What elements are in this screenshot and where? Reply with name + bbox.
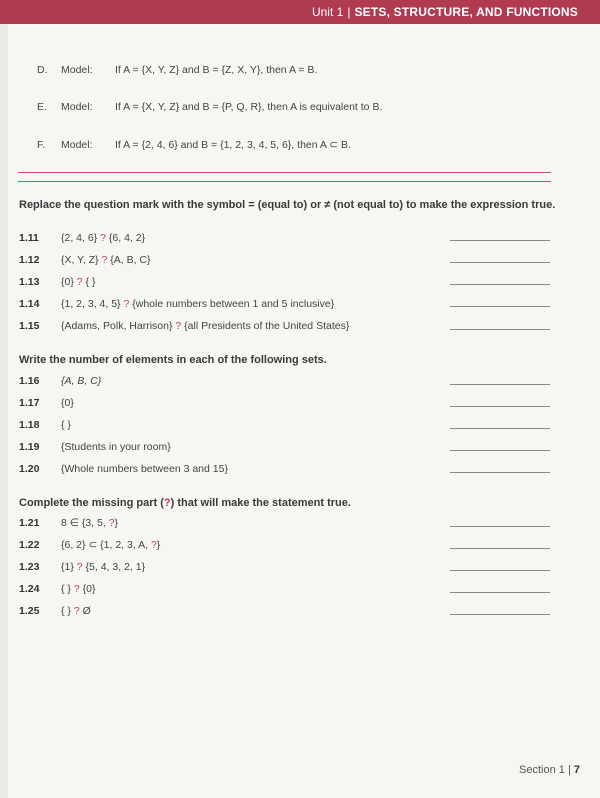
question-mark: ? bbox=[73, 583, 80, 595]
exercise-number: 1.17 bbox=[19, 397, 40, 409]
exercise-number: 1.25 bbox=[19, 605, 40, 617]
left-set: {0} bbox=[61, 276, 74, 288]
instruction-question-mark: ? bbox=[163, 497, 171, 509]
exercise-1-15 bbox=[19, 320, 349, 332]
answer-blank-1-19[interactable] bbox=[450, 450, 550, 451]
footer-section: Section 1 bbox=[519, 764, 565, 776]
exercise-number: 1.12 bbox=[19, 254, 40, 266]
exercise-number: 1.24 bbox=[19, 583, 40, 595]
set-text: {Whole numbers between 3 and 15} bbox=[61, 463, 228, 475]
model-label: Model: bbox=[61, 139, 93, 151]
exercise-number: 1.18 bbox=[19, 419, 40, 431]
answer-blank-1-23[interactable] bbox=[450, 570, 550, 571]
answer-blank-1-24[interactable] bbox=[450, 592, 550, 593]
exercise-1-22 bbox=[19, 539, 160, 551]
exercise-number: 1.16 bbox=[19, 375, 40, 387]
right-set: {all Presidents of the United States} bbox=[184, 320, 350, 332]
statement-right: {5, 4, 3, 2, 1} bbox=[85, 561, 146, 573]
model-text: If A = {2, 4, 6} and B = {1, 2, 3, 4, 5, 6}, then A ⊂ B. bbox=[115, 139, 351, 151]
page-number: 7 bbox=[573, 764, 580, 776]
statement-left: {1} bbox=[61, 561, 74, 573]
exercise-1-16 bbox=[19, 375, 101, 387]
question-mark: ? bbox=[150, 539, 157, 551]
unit-title: SETS, STRUCTURE, AND FUNCTIONS bbox=[354, 5, 578, 19]
exercise-1-18 bbox=[19, 419, 71, 431]
right-set: {A, B, C} bbox=[110, 254, 151, 266]
statement-left: { } bbox=[61, 583, 71, 595]
model-d bbox=[37, 64, 317, 76]
exercise-number: 1.21 bbox=[19, 517, 40, 529]
answer-blank-1-18[interactable] bbox=[450, 428, 550, 429]
answer-blank-1-22[interactable] bbox=[450, 548, 550, 549]
left-set: {2, 4, 6} bbox=[61, 232, 98, 244]
exercise-number: 1.23 bbox=[19, 561, 40, 573]
right-set: {6, 4, 2} bbox=[108, 232, 146, 244]
page-footer bbox=[519, 764, 580, 776]
exercise-1-20 bbox=[19, 463, 228, 475]
section-divider-bottom bbox=[18, 181, 551, 182]
answer-blank-1-20[interactable] bbox=[450, 472, 550, 473]
exercise-number: 1.11 bbox=[19, 232, 39, 244]
exercise-1-12 bbox=[19, 254, 151, 266]
unit-label: Unit 1 bbox=[311, 5, 344, 19]
statement-right: Ø bbox=[82, 605, 91, 617]
answer-blank-1-15[interactable] bbox=[450, 329, 550, 330]
left-set: {X, Y, Z} bbox=[61, 254, 99, 266]
answer-blank-1-14[interactable] bbox=[450, 306, 550, 307]
statement-left: { } bbox=[61, 605, 71, 617]
exercise-number: 1.19 bbox=[19, 441, 40, 453]
answer-blank-1-11[interactable] bbox=[450, 240, 550, 241]
set-text: {A, B, C} bbox=[61, 375, 102, 387]
set-text: {Students in your room} bbox=[61, 441, 171, 453]
page-gutter bbox=[0, 24, 8, 798]
answer-blank-1-16[interactable] bbox=[450, 384, 550, 385]
model-text: If A = {X, Y, Z} and B = {Z, X, Y}, then A = B. bbox=[115, 64, 318, 76]
right-set: { } bbox=[85, 276, 96, 288]
answer-blank-1-25[interactable] bbox=[450, 614, 550, 615]
exercise-1-14 bbox=[19, 298, 334, 310]
question-mark: ? bbox=[73, 605, 80, 617]
set-text: { } bbox=[61, 419, 71, 431]
statement-right: } bbox=[114, 517, 119, 529]
right-set: {whole numbers between 1 and 5 inclusive} bbox=[132, 298, 335, 310]
instruction-missing bbox=[19, 496, 559, 510]
question-mark: ? bbox=[123, 298, 130, 310]
exercise-1-19 bbox=[19, 441, 171, 453]
exercise-number: 1.22 bbox=[19, 539, 40, 551]
header-bar bbox=[0, 0, 600, 24]
exercise-1-11 bbox=[19, 232, 145, 244]
answer-blank-1-13[interactable] bbox=[450, 284, 550, 285]
question-mark: ? bbox=[76, 561, 83, 573]
question-mark: ? bbox=[108, 517, 115, 529]
instruction-equal: Replace the question mark with the symbol = (equal to) or ≠ (not equal to) to make the expression true. bbox=[19, 199, 556, 211]
header-text bbox=[312, 5, 578, 19]
answer-blank-1-21[interactable] bbox=[450, 526, 550, 527]
instruction-pre: Complete the missing part ( bbox=[19, 497, 164, 509]
model-label: Model: bbox=[61, 64, 93, 76]
instruction-count: Write the number of elements in each of the following sets. bbox=[19, 354, 327, 366]
statement-left: {6, 2} ⊂ {1, 2, 3, A, bbox=[61, 539, 151, 551]
model-letter: E. bbox=[37, 101, 47, 113]
answer-blank-1-12[interactable] bbox=[450, 262, 550, 263]
instruction-post: ) that will make the statement true. bbox=[170, 497, 351, 509]
exercise-number: 1.13 bbox=[19, 276, 40, 288]
model-f bbox=[37, 139, 351, 151]
question-mark: ? bbox=[101, 254, 108, 266]
model-text: If A = {X, Y, Z} and B = {P, Q, R}, then A is equivalent to B. bbox=[115, 101, 383, 113]
statement-right: {0} bbox=[82, 583, 96, 595]
exercise-1-24 bbox=[19, 583, 95, 595]
exercise-number: 1.20 bbox=[19, 463, 40, 475]
statement-right: } bbox=[156, 539, 161, 551]
exercise-1-25 bbox=[19, 605, 91, 617]
section-divider-top bbox=[18, 172, 551, 173]
question-mark: ? bbox=[175, 320, 182, 332]
model-letter: D. bbox=[37, 64, 48, 76]
question-mark: ? bbox=[76, 276, 83, 288]
model-label: Model: bbox=[61, 101, 93, 113]
exercise-1-13 bbox=[19, 276, 95, 288]
header-separator: | bbox=[347, 5, 351, 19]
exercise-1-23 bbox=[19, 561, 145, 573]
statement-left: 8 ∈ {3, 5, bbox=[61, 517, 109, 529]
exercise-1-21 bbox=[19, 517, 118, 529]
exercise-1-17 bbox=[19, 397, 74, 409]
exercise-number: 1.14 bbox=[19, 298, 40, 310]
question-mark: ? bbox=[100, 232, 106, 244]
model-e bbox=[37, 101, 382, 113]
left-set: {1, 2, 3, 4, 5} bbox=[61, 298, 121, 310]
set-text: {0} bbox=[61, 397, 74, 409]
exercise-number: 1.15 bbox=[19, 320, 40, 332]
answer-blank-1-17[interactable] bbox=[450, 406, 550, 407]
left-set: {Adams, Polk, Harrison} bbox=[61, 320, 173, 332]
model-letter: F. bbox=[37, 139, 46, 151]
footer-separator: | bbox=[567, 764, 571, 776]
